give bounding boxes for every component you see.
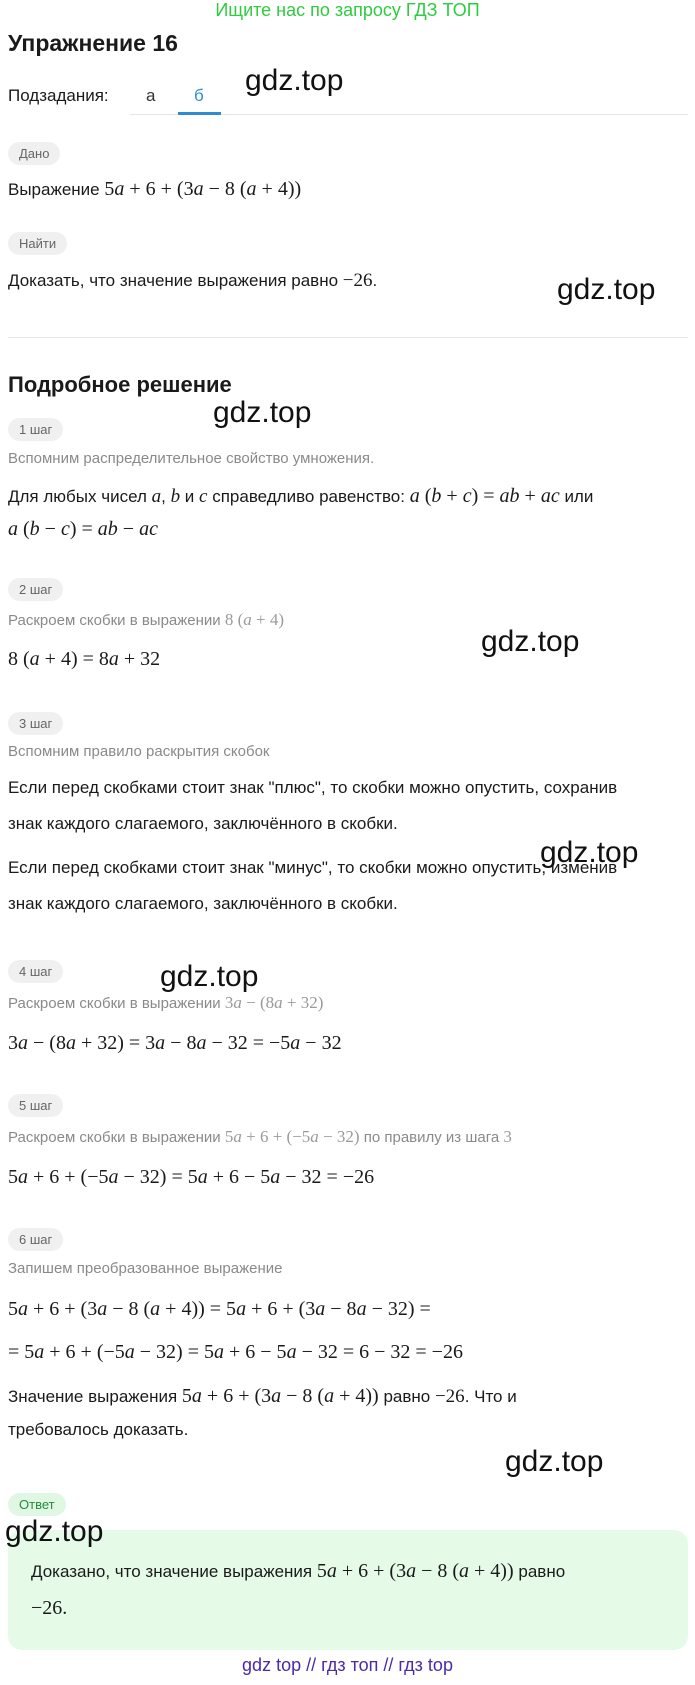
step-1-text: Для любых чисел a, b и c справедливо равенство: a (b + c) = ab + ac или xyxy=(8,485,594,507)
section-divider xyxy=(8,337,688,338)
tab-b[interactable]: б xyxy=(194,86,204,105)
step-6-formula-1: 5a + 6 + (3a − 8 (a + 4)) = 5a + 6 + (3a − 8a − 32) = xyxy=(8,1298,431,1320)
active-tab-indicator xyxy=(178,112,221,115)
step-3-line-2: знак каждого слагаемого, заключённого в скобки. xyxy=(8,814,398,833)
answer-text: Доказано, что значение выражения 5a + 6 + (3a − 8 (a + 4)) равно xyxy=(31,1560,566,1582)
step-3-line-3: Если перед скобками стоит знак "минус", то скобки можно опустить, изменив xyxy=(8,858,618,877)
answer-badge: Ответ xyxy=(8,1493,66,1516)
step-3-line-4: знак каждого слагаемого, заключённого в скобки. xyxy=(8,894,398,913)
step-5-hint: Раскроем скобки в выражении 5a + 6 + (−5a − 32) по правилу из шага 3 xyxy=(8,1127,512,1146)
step-3-hint: Вспомним правило раскрытия скобок xyxy=(8,743,270,760)
answer-value: −26. xyxy=(31,1597,68,1619)
solution-title: Подробное решение xyxy=(8,372,232,397)
find-text: Доказать, что значение выражения равно −26. xyxy=(8,270,378,291)
given-text: Выражение 5a + 6 + (3a − 8 (a + 4)) xyxy=(8,178,302,200)
step-1-hint: Вспомним распределительное свойство умножения. xyxy=(8,450,375,467)
step-4-badge: 4 шаг xyxy=(8,960,63,983)
watermark: gdz.top xyxy=(245,64,344,97)
step-4-formula: 3a − (8a + 32) = 3a − 8a − 32 = −5a − 32 xyxy=(8,1032,342,1054)
step-1-badge: 1 шаг xyxy=(8,418,63,441)
tab-a[interactable]: а xyxy=(146,86,156,105)
footer-links[interactable]: gdz top // гдз топ // гдз top xyxy=(242,1655,453,1675)
watermark: gdz.top xyxy=(505,1445,604,1478)
step-1-formula: a (b − c) = ab − ac xyxy=(8,518,158,540)
watermark: gdz.top xyxy=(160,960,259,993)
step-6-hint: Запишем преобразованное выражение xyxy=(8,1260,283,1277)
step-6-badge: 6 шаг xyxy=(8,1228,63,1251)
step-6-conclusion-end: требовалось доказать. xyxy=(8,1420,189,1439)
step-3-line-1: Если перед скобками стоит знак "плюс", то скобки можно опустить, сохранив xyxy=(8,778,618,797)
watermark: gdz.top xyxy=(213,396,312,429)
step-2-hint: Раскроем скобки в выражении 8 (a + 4) xyxy=(8,610,285,629)
step-5-badge: 5 шаг xyxy=(8,1094,63,1117)
watermark: gdz.top xyxy=(481,625,580,658)
given-badge: Дано xyxy=(8,142,60,165)
step-2-badge: 2 шаг xyxy=(8,578,63,601)
subtasks-label: Подзадания: xyxy=(8,86,109,105)
step-6-conclusion: Значение выражения 5a + 6 + (3a − 8 (a + 4)) равно −26. Что и xyxy=(8,1385,517,1407)
step-5-formula: 5a + 6 + (−5a − 32) = 5a + 6 − 5a − 32 = −26 xyxy=(8,1166,375,1188)
watermark: gdz.top xyxy=(540,836,639,869)
watermark: gdz.top xyxy=(557,273,656,306)
answer-box xyxy=(8,1530,688,1650)
step-3-badge: 3 шаг xyxy=(8,712,63,735)
find-badge: Найти xyxy=(8,232,67,255)
search-banner[interactable]: Ищите нас по запросу ГДЗ ТОП xyxy=(215,0,480,20)
watermark: gdz.top xyxy=(5,1515,104,1548)
page-title: Упражнение 16 xyxy=(8,30,178,56)
step-6-formula-2: = 5a + 6 + (−5a − 32) = 5a + 6 − 5a − 32 = 6 − 32 = −26 xyxy=(8,1341,463,1363)
step-4-hint: Раскроем скобки в выражении 3a − (8a + 32) xyxy=(8,993,324,1012)
step-2-formula: 8 (a + 4) = 8a + 32 xyxy=(8,648,161,670)
